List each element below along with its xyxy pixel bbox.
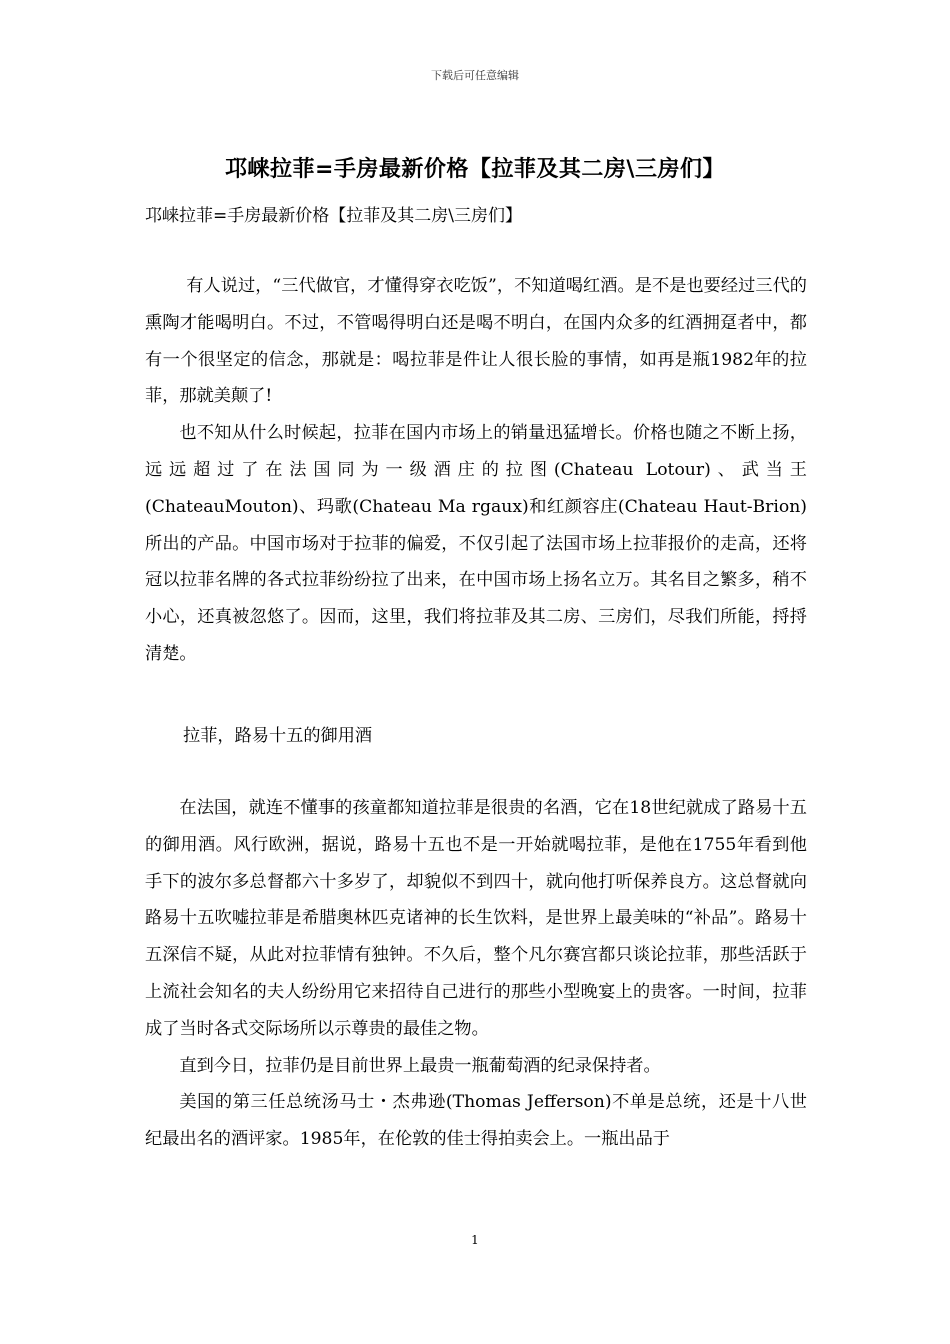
paragraph: 有人说过，“三代做官，才懂得穿衣吃饭”，不知道喝红酒。是不是也要经过三代的熏陶才能喝明白。不过，不管喝得明白还是喝不明白，在国内众多的红酒拥趸者中，都有一个很坚定的信念，那就是：喝拉菲是件让人很长脸的事情，如再是瓶1982年的拉菲，那就美颠了! <box>145 276 807 407</box>
paragraph: 也不知从什么时候起，拉菲在国内市场上的销量迅猛增长。价格也随之不断上扬，远远超过了在法国同为一级酒庄的拉图(Chateau Lotour)、武当王(ChateauMouton)、玛歌(Chateau Ma rgaux)和红颜容庄(Chateau Haut-Brion)所出的产品。中国市场对于拉菲的偏爱，不仅引起了法国市场上拉菲报价的走高，还将冠以拉菲名牌的各式拉菲纷纷拉了出来，在中国市场上扬名立万。其名目之繁多，稍不小心，还真被忽悠了。因而，这里，我们将拉菲及其二房、三房们，尽我们所能，捋捋清楚。 <box>145 423 807 664</box>
paragraph: 直到今日，拉菲仍是目前世界上最贵一瓶葡萄酒的纪录保持者。 <box>179 1055 661 1076</box>
paragraph: 美国的第三任总统汤马士・杰弗逊(Thomas Jefferson)不单是总统，还是十八世纪最出名的酒评家。1985年，在伦敦的佳士得拍卖会上。一瓶出品于 <box>145 1092 807 1150</box>
paragraph: 在法国，就连不懂事的孩童都知道拉菲是很贵的名酒，它在18世纪就成了路易十五的御用酒。风行欧洲，据说，路易十五也不是一开始就喝拉菲，是他在1755年看到他手下的波尔多总督都六十多岁了，却貌似不到四十，就向他打听保养良方。这总督就向路易十五吹嘘拉菲是希腊奥林匹克诸神的长生饮料，是世界上最美味的“补品”。路易十五深信不疑，从此对拉菲情有独钟。不久后，整个凡尔赛宫都只谈论拉菲，那些活跃于上流社会知名的夫人纷纷用它来招待自己进行的那些小型晚宴上的贵客。一时间，拉菲成了当时各式交际场所以示尊贵的最佳之物。 <box>145 798 807 1039</box>
header-note: 下载后可任意编辑 <box>431 69 519 82</box>
page-number: 1 <box>471 1233 479 1247</box>
body-section-2 <box>145 790 807 1158</box>
section-heading: 拉菲，路易十五的御用酒 <box>183 726 373 746</box>
document-title: 邛崃拉菲=手房最新价格【拉菲及其二房\三房们】 <box>225 157 725 182</box>
body-section-1 <box>145 268 807 673</box>
document-subtitle: 邛崃拉菲=手房最新价格【拉菲及其二房\三房们】 <box>145 206 522 226</box>
